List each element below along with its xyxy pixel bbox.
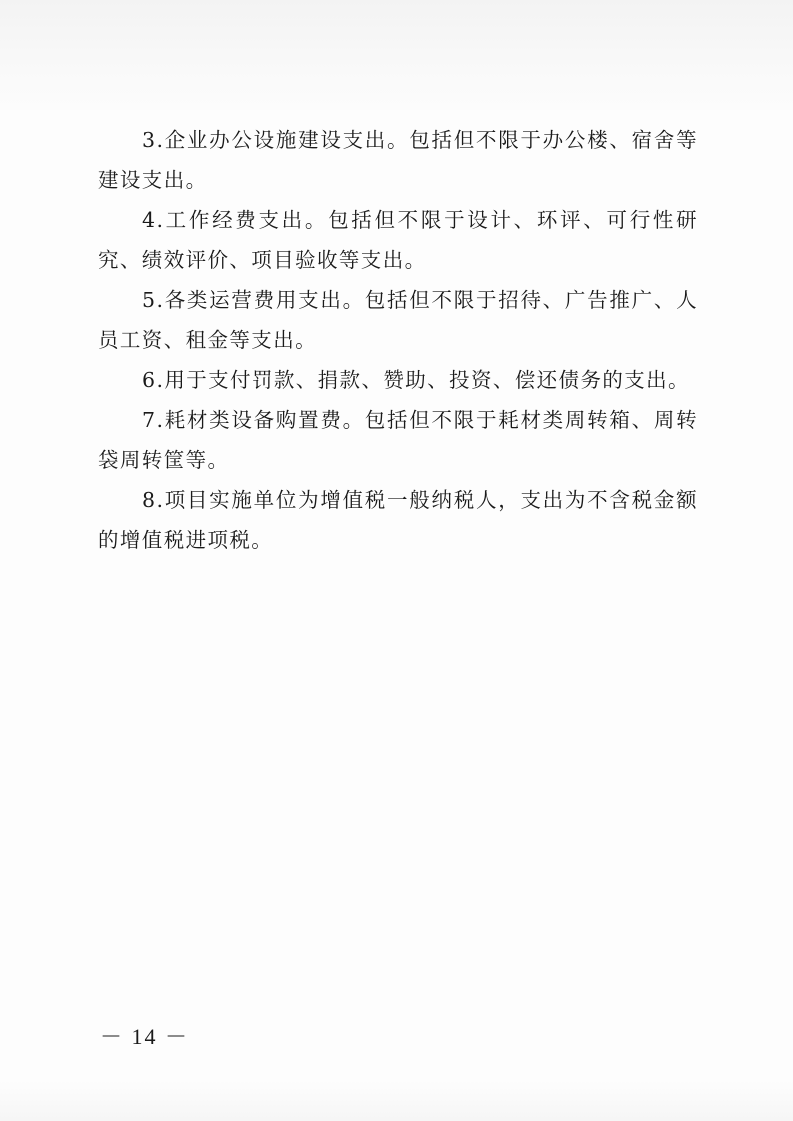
document-body bbox=[98, 120, 698, 560]
scan-shadow-top bbox=[0, 0, 793, 110]
scan-shadow-bottom bbox=[0, 1080, 793, 1121]
paragraph-item-8: 8.项目实施单位为增值税一般纳税人，支出为不含税金额的增值税进项税。 bbox=[98, 488, 698, 552]
page-number: － 14 － bbox=[100, 1024, 190, 1049]
paragraph-item-3: 3.企业办公设施建设支出。包括但不限于办公楼、宿舍等建设支出。 bbox=[98, 128, 698, 192]
paragraph-item-4: 4.工作经费支出。包括但不限于设计、环评、可行性研究、绩效评价、项目验收等支出。 bbox=[98, 208, 698, 272]
paragraph-item-6: 6.用于支付罚款、捐款、赞助、投资、偿还债务的支出。 bbox=[142, 368, 690, 392]
paragraph-item-7: 7.耗材类设备购置费。包括但不限于耗材类周转箱、周转袋周转筐等。 bbox=[98, 408, 698, 472]
paragraph-item-5: 5.各类运营费用支出。包括但不限于招待、广告推广、人员工资、租金等支出。 bbox=[98, 288, 698, 352]
